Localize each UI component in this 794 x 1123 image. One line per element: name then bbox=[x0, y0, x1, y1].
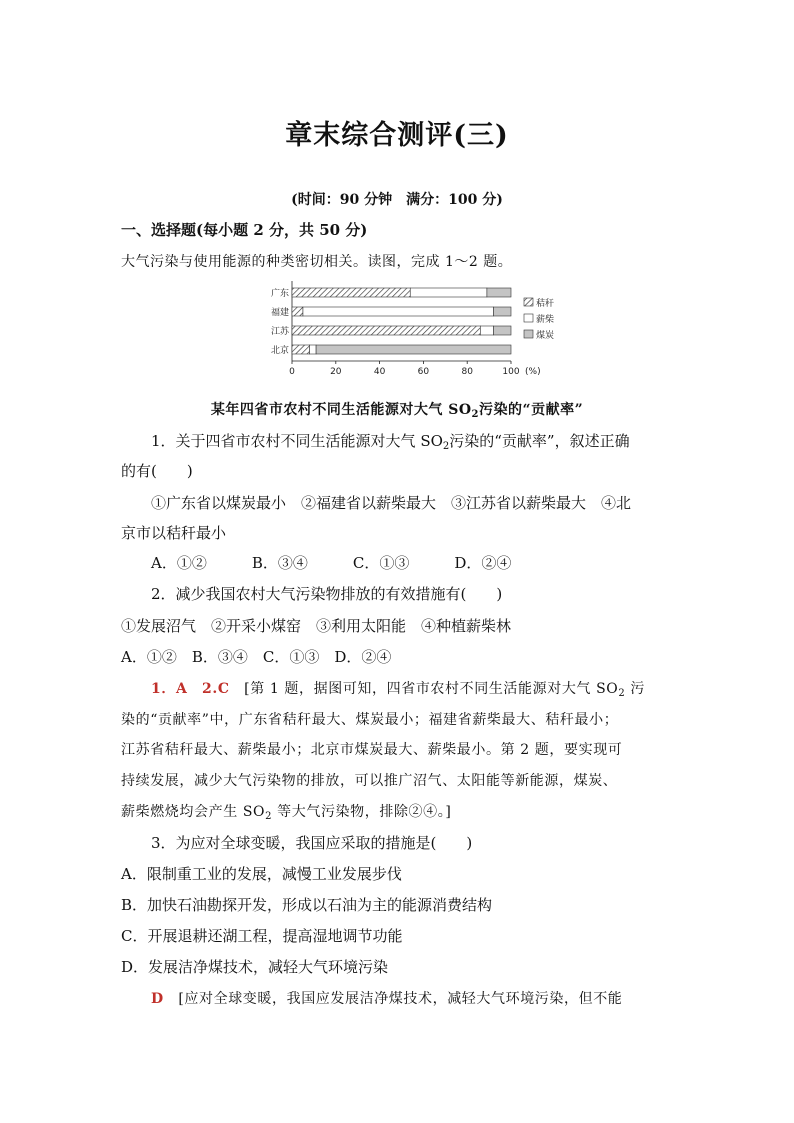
q3-stem: 3．为应对全球变暖，我国应采取的措施是( ) bbox=[151, 834, 473, 852]
bar-segment bbox=[292, 288, 410, 297]
bar-segment bbox=[493, 307, 511, 316]
answer-1-2-line2: 染的“贡献率”中，广东省秸秆最大、煤炭最小；福建省薪柴最大、秸秆最小； bbox=[121, 712, 619, 728]
chart-caption: 某年四省市农村不同生活能源对大气 $SO_2$污染的“贡献率” bbox=[210, 402, 584, 420]
q2-stem: 2．减少我国农村大气污染物排放的有效措施有( ) bbox=[151, 585, 503, 603]
bar-segment bbox=[487, 288, 511, 297]
answer-3: D [应对全球变暖，我国应发展洁净煤技术，减轻大气环境污染，但不能 bbox=[151, 991, 623, 1007]
exam-meta: (时间：90 分钟 满分：100 分) bbox=[291, 192, 503, 208]
q2-items: ①发展沼气 ②开采小煤窑 ③利用太阳能 ④种植薪柴林 bbox=[121, 617, 512, 635]
answer-1-2-line4: 持续发展，减少大气污染物的排放，可以推广沼气、太阳能等新能源，煤炭、 bbox=[121, 773, 618, 789]
legend-label: 煤炭 bbox=[536, 331, 555, 341]
legend-swatch bbox=[524, 314, 533, 322]
bar-segment bbox=[310, 345, 317, 354]
legend-label: 薪柴 bbox=[536, 315, 555, 325]
answer-key: 1．A 2.C bbox=[151, 681, 230, 697]
bar-segment bbox=[303, 307, 494, 316]
question-intro: 大气污染与使用能源的种类密切相关。读图，完成 1～2 题。 bbox=[121, 254, 513, 270]
answer-1-2-line1: 1．A 2.C [第 1 题，据图可知，四省市农村不同生活能源对大气 $SO_2$ 污 bbox=[151, 681, 645, 699]
legend-swatch bbox=[524, 298, 533, 306]
answer-3-key: D bbox=[151, 991, 164, 1007]
bar-segment bbox=[316, 345, 511, 354]
legend-label: 秸秆 bbox=[536, 299, 555, 309]
bar-segment bbox=[480, 326, 493, 335]
x-tick-label: 80 bbox=[461, 367, 473, 377]
q3-option-b: B．加快石油勘探开发，形成以石油为主的能源消费结构 bbox=[121, 896, 493, 914]
q2-options: A．①② B．③④ C．①③ D．②④ bbox=[121, 648, 392, 666]
category-label: 广东 bbox=[270, 289, 289, 299]
answer-1-2-line5: 薪柴燃烧均会产生 $SO_2$ 等大气污染物，排除②④。] bbox=[121, 804, 452, 822]
q1-items-line2: 京市以秸秆最小 bbox=[121, 524, 227, 542]
page-title: 章末综合测评(三) bbox=[285, 120, 509, 151]
category-label: 福建 bbox=[270, 308, 289, 318]
bar-segment bbox=[292, 307, 303, 316]
bar-segment bbox=[292, 345, 310, 354]
x-tick-label: 20 bbox=[330, 367, 342, 377]
category-label: 江苏 bbox=[270, 327, 289, 337]
x-tick-label: 100 bbox=[502, 367, 520, 377]
bar-segment bbox=[292, 326, 480, 335]
q3-option-c: C．开展退耕还湖工程，提高湿地调节功能 bbox=[121, 927, 403, 945]
q1-stem-line1: 1．关于四省市农村不同生活能源对大气 $SO_2$污染的“贡献率”，叙述正确 bbox=[151, 432, 630, 452]
x-unit-label: (%) bbox=[525, 367, 541, 377]
answer-1-2-line3: 江苏省秸秆最大、薪柴最小；北京市煤炭最大、薪柴最小。第 2 题，要实现可 bbox=[121, 742, 623, 758]
x-tick-label: 0 bbox=[289, 367, 295, 377]
category-label: 北京 bbox=[270, 346, 289, 356]
q1-options: A．①② B．③④ C．①③ D．②④ bbox=[151, 554, 512, 572]
bar-segment bbox=[493, 326, 511, 335]
q3-option-a: A．限制重工业的发展，减慢工业发展步伐 bbox=[121, 865, 402, 883]
q3-option-d: D．发展洁净煤技术，减轻大气环境污染 bbox=[121, 958, 389, 976]
x-tick-label: 40 bbox=[373, 367, 386, 377]
x-tick-label: 60 bbox=[417, 367, 430, 377]
legend-swatch bbox=[524, 330, 533, 338]
stacked-bar-chart bbox=[258, 278, 558, 388]
bar-segment bbox=[410, 288, 487, 297]
q1-stem-line2: 的有( ) bbox=[121, 462, 193, 480]
section-heading: 一、选择题(每小题 2 分，共 50 分) bbox=[121, 221, 368, 239]
q1-items-line1: ①广东省以煤炭最小 ②福建省以薪柴最大 ③江苏省以薪柴最大 ④北 bbox=[151, 494, 632, 512]
